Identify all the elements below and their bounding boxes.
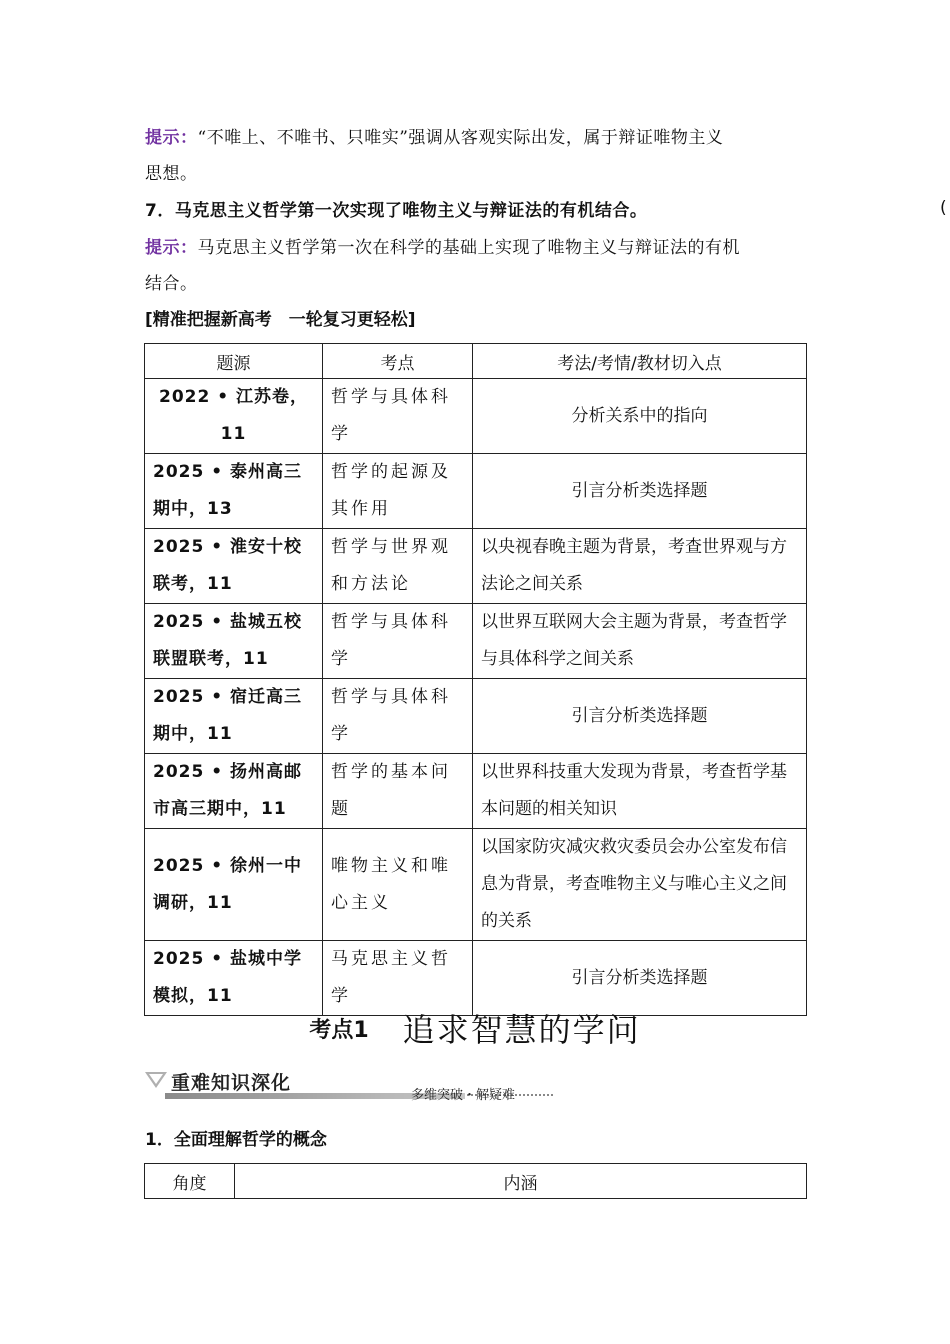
row-angle: 引言分析类选择题: [473, 454, 807, 529]
triangle-inner-icon: [149, 1074, 163, 1084]
table-row: [145, 829, 807, 941]
row-angle: 引言分析类选择题: [473, 679, 807, 754]
banner-title: 重难知识深化: [171, 1072, 292, 1094]
banner-subtitle: 多维突破・解疑难: [411, 1088, 516, 1103]
row-point: 哲学的起源及其作用: [323, 454, 473, 529]
hint-text-line2: 思想。: [145, 164, 198, 184]
hint-label: 提示：: [145, 128, 198, 148]
table-header-row: [145, 1164, 807, 1199]
table-row: [145, 604, 807, 679]
header-angle: 角度: [145, 1164, 235, 1199]
row-source: 2025 • 扬州高邮市高三期中，11: [145, 754, 323, 829]
answer-paren: (: [940, 198, 947, 218]
item-7: 7．马克思主义哲学第一次实现了唯物主义与辩证法的有机结合。: [145, 201, 648, 221]
row-angle: 以国家防灾减灾救灾委员会办公室发布信息为背景，考查唯物主义与唯心主义之间的关系: [473, 829, 807, 941]
header-point: 考点: [323, 344, 473, 379]
hint-label: 提示：: [145, 238, 198, 258]
table-row: [145, 679, 807, 754]
row-source: 2025 • 盐城五校联盟联考，11: [145, 604, 323, 679]
row-point: 哲学与具体科学: [323, 379, 473, 454]
bracket-title: [精准把握新高考 一轮复习更轻松]: [145, 310, 416, 330]
row-point: 唯物主义和唯心主义: [323, 829, 473, 941]
row-source: 2025 • 盐城中学模拟，11: [145, 941, 323, 1016]
header-angle: 考法/考情/教材切入点: [473, 344, 807, 379]
row-source: 2025 • 宿迁高三期中，11: [145, 679, 323, 754]
row-angle: 以世界互联网大会主题为背景，考查哲学与具体科学之间关系: [473, 604, 807, 679]
hint-2: [145, 230, 807, 302]
row-angle: 以央视春晚主题为背景，考查世界观与方法论之间关系: [473, 529, 807, 604]
section-name: 追求智慧的学问: [402, 1011, 641, 1049]
row-point: 哲学与具体科学: [323, 604, 473, 679]
row-point: 哲学与世界观和方法论: [323, 529, 473, 604]
header-source: 题源: [145, 344, 323, 379]
table-row: [145, 529, 807, 604]
hint-1: [145, 120, 807, 192]
row-source: 2022 • 江苏卷，11: [145, 379, 323, 454]
table-row: [145, 754, 807, 829]
exam-source-table: [144, 343, 807, 1016]
row-point: 哲学与具体科学: [323, 679, 473, 754]
row-angle: 分析关系中的指向: [473, 379, 807, 454]
row-source: 2025 • 泰州高三期中，13: [145, 454, 323, 529]
row-point: 马克思主义哲学: [323, 941, 473, 1016]
heading-concept: 1．全面理解哲学的概念: [145, 1130, 327, 1150]
section-title: [0, 1005, 950, 1051]
table-row: [145, 379, 807, 454]
row-angle: 引言分析类选择题: [473, 941, 807, 1016]
header-meaning: 内涵: [235, 1164, 807, 1199]
row-angle: 以世界科技重大发现为背景，考查哲学基本问题的相关知识: [473, 754, 807, 829]
section-banner: [145, 1066, 545, 1102]
hint-text-line1: “不唯上、不唯书、只唯实”强调从客观实际出发，属于辩证唯物主义: [197, 128, 724, 148]
table-header-row: [145, 344, 807, 379]
concept-table: [144, 1163, 807, 1199]
section-number: 考点1: [309, 1017, 369, 1043]
row-source: 2025 • 淮安十校联考，11: [145, 529, 323, 604]
table-row: [145, 454, 807, 529]
hint-text-line2: 结合。: [145, 274, 198, 294]
row-source: 2025 • 徐州一中调研，11: [145, 829, 323, 941]
hint-text-line1: 马克思主义哲学第一次在科学的基础上实现了唯物主义与辩证法的有机: [197, 238, 740, 258]
row-point: 哲学的基本问题: [323, 754, 473, 829]
